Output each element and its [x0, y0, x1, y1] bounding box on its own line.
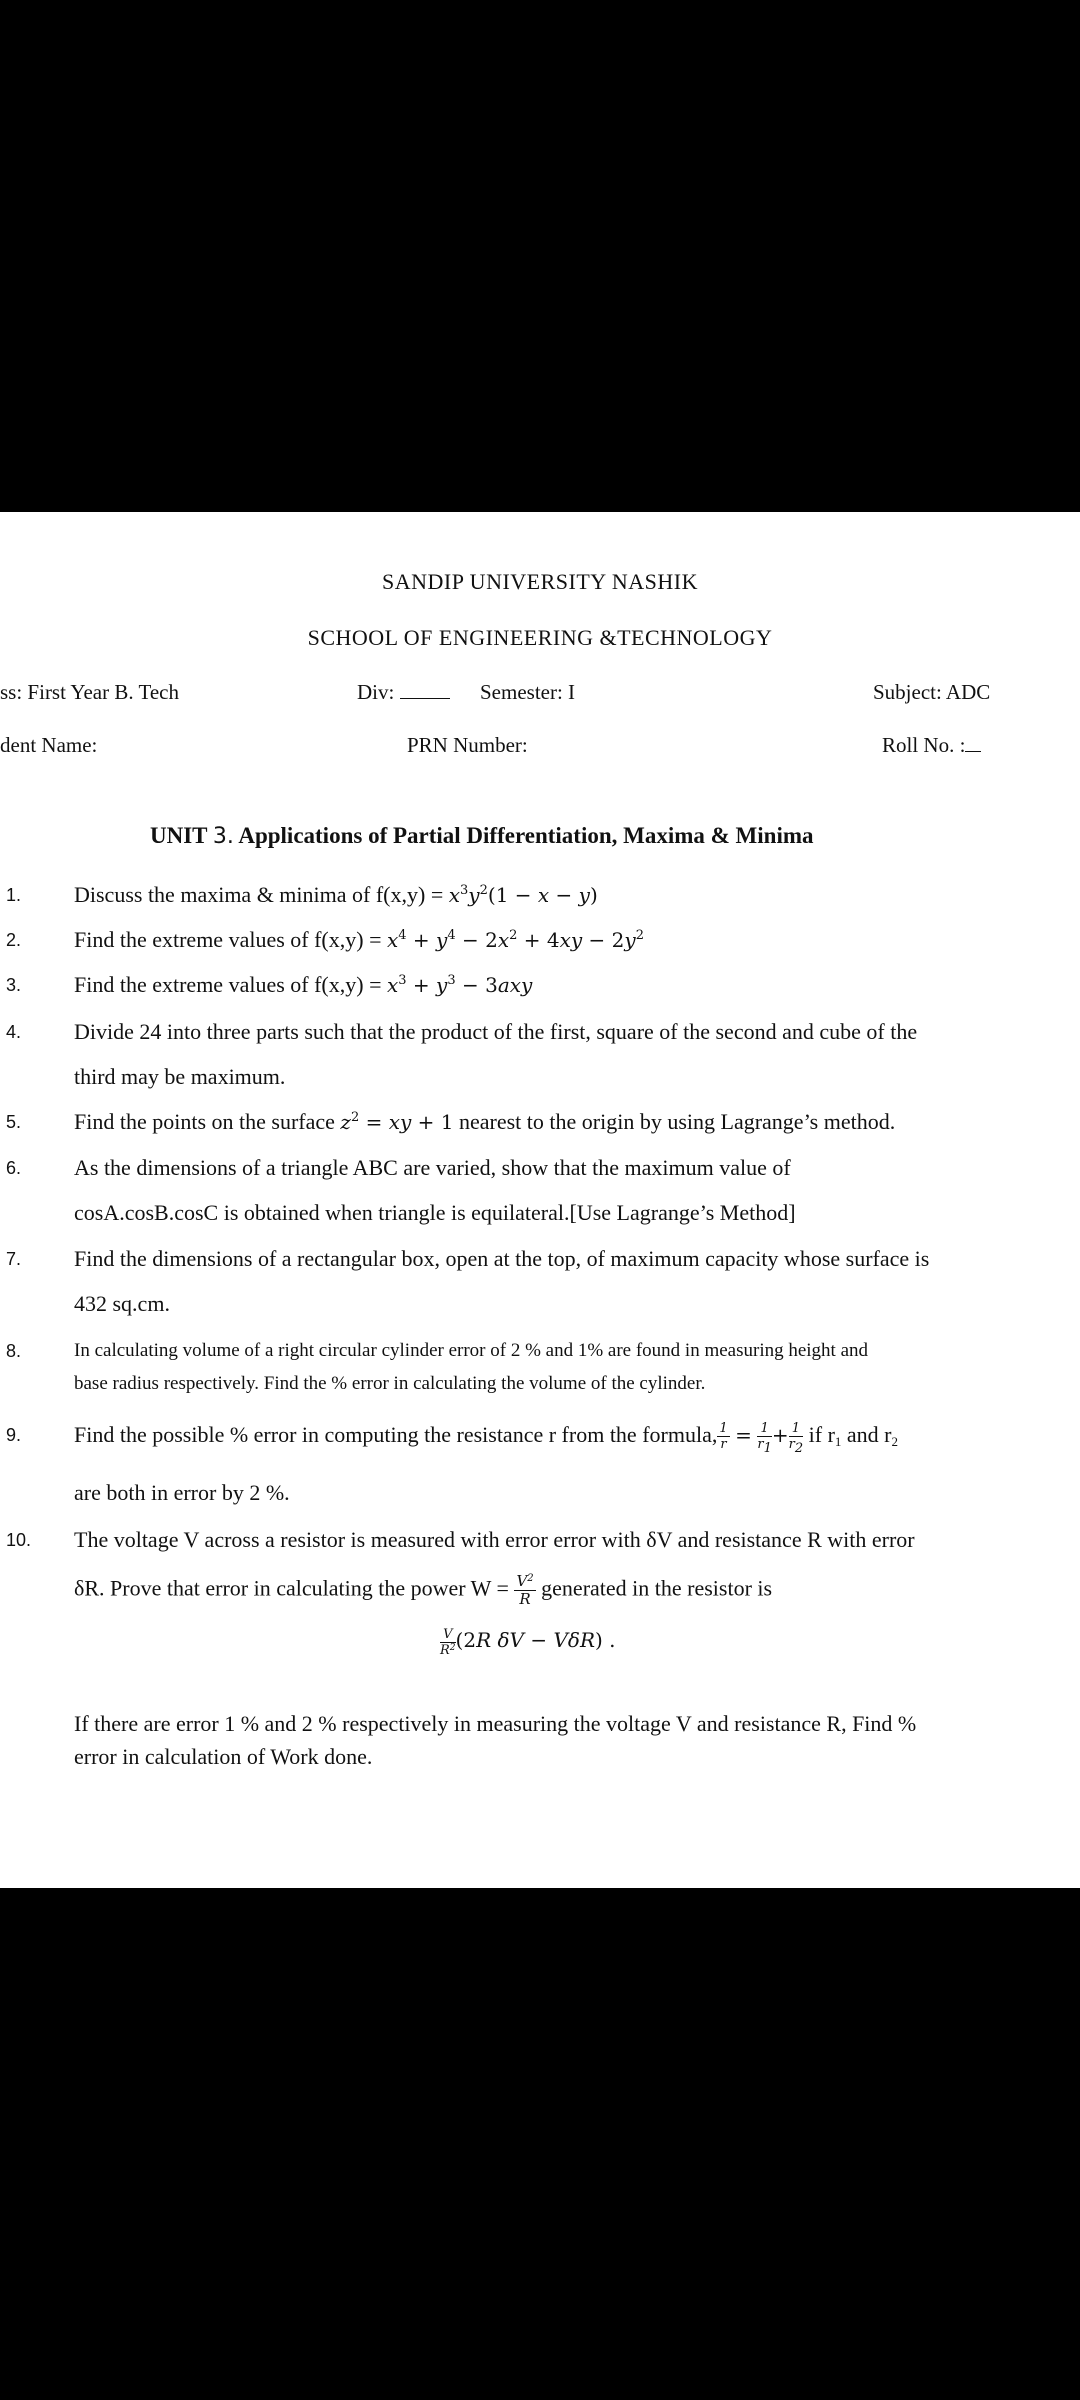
- student-name-label: dent Name:: [0, 733, 98, 757]
- question-10-line-2: [74, 1574, 772, 1607]
- fraction-one-over-r2: $\frac{1}{r_2}$: [788, 1421, 804, 1457]
- question-number: 1.: [6, 885, 22, 905]
- equals-sign: =: [735, 1423, 752, 1447]
- fraction-v-over-r-squared: $\frac{V}{R^2}$: [440, 1627, 456, 1658]
- error-formula: [440, 1628, 616, 1657]
- question-text: Find the points on the surface: [74, 1109, 341, 1134]
- university-title: SANDIP UNIVERSITY NASHIK: [382, 569, 698, 594]
- subject-label: Subject: ADC: [873, 680, 991, 704]
- fraction-one-over-r1: $\frac{1}{r_1}$: [757, 1421, 772, 1457]
- question-text: and r: [841, 1422, 892, 1447]
- roll-number-label: Roll No. :: [882, 733, 966, 757]
- roll-number-blank: [965, 751, 981, 752]
- math-expression: $x^3y^2(1 - x - y)$: [448, 883, 598, 907]
- math-expression: $x^4 + y^4 - 2x^2 + 4xy - 2y^2$: [386, 928, 644, 952]
- question-text: δR. Prove that error in calculating the power W =: [74, 1575, 515, 1601]
- unit-title: Applications of Partial Differentiation, Maxima & Minima: [238, 823, 814, 848]
- fraction-one-over-r: $\frac{1}{r}$: [719, 1421, 728, 1453]
- division-field: [357, 680, 450, 705]
- question-6-line-1: As the dimensions of a triangle ABC are varied, show that the maximum value of: [74, 1155, 791, 1180]
- question-4-line-1: Divide 24 into three parts such that the product of the first, square of the second and cube of the: [74, 1019, 918, 1044]
- question-5: [74, 1109, 895, 1135]
- prn-label: PRN Number:: [407, 733, 528, 757]
- question-text: generated in the resistor is: [535, 1575, 773, 1601]
- question-number: 3.: [6, 975, 22, 995]
- question-7-line-2: 432 sq.cm.: [74, 1291, 170, 1316]
- unit-number: 3.: [212, 824, 234, 849]
- bottom-black-region: [0, 1888, 1080, 2400]
- question-number: 6.: [6, 1158, 22, 1178]
- question-number: 10.: [6, 1530, 32, 1550]
- math-expression: $x^3 + y^3 - 3axy$: [386, 973, 533, 997]
- question-number: 7.: [6, 1249, 22, 1269]
- question-10-line-4: If there are error 1 % and 2 % respectively in measuring the voltage V and resistance R, Find %: [74, 1711, 917, 1736]
- question-sheet: [0, 512, 1080, 1888]
- division-label: Div:: [357, 680, 395, 704]
- division-blank: [400, 698, 450, 699]
- math-expression: (2R δV − VδR) .: [455, 1628, 616, 1653]
- roll-number-field: [882, 733, 981, 758]
- fraction-v-squared-over-r: $\frac{V^2}{R}$: [516, 1572, 534, 1608]
- semester-label: Semester: I: [480, 680, 576, 704]
- question-text: Find the extreme values of f(x,y) =: [74, 927, 387, 952]
- question-8-line-2: base radius respectively. Find the % error in calculating the volume of the cylinder.: [74, 1373, 706, 1394]
- plus-sign: +: [771, 1423, 789, 1447]
- question-4-line-2: third may be maximum.: [74, 1064, 286, 1089]
- question-10-line-5: error in calculation of Work done.: [74, 1744, 373, 1769]
- math-expression: $z^2$ = xy + 1: [340, 1110, 454, 1134]
- unit-heading: [150, 823, 814, 849]
- question-number: 8.: [6, 1341, 22, 1361]
- question-10-line-1: The voltage V across a resistor is measured with error error with δV and resistance R with error: [74, 1527, 915, 1552]
- question-1: [74, 882, 598, 908]
- question-number: 4.: [6, 1022, 22, 1042]
- question-text: nearest to the origin by using Lagrange’s method.: [453, 1109, 896, 1134]
- class-label: ss: First Year B. Tech: [0, 680, 179, 704]
- question-text: Discuss the maxima & minima of f(x,y) =: [74, 882, 449, 907]
- question-text: Find the possible % error in computing the resistance r from the formula,: [74, 1422, 718, 1447]
- question-8-line-1: In calculating volume of a right circular cylinder error of 2 % and 1% are found in measuring height and: [74, 1340, 869, 1361]
- question-number: 2.: [6, 930, 22, 950]
- question-6-line-2: cosA.cosB.cosC is obtained when triangle is equilateral.[Use Lagrange’s Method]: [74, 1200, 796, 1225]
- question-2: [74, 927, 644, 953]
- question-3: [74, 972, 532, 998]
- question-9-line-2: are both in error by 2 %.: [74, 1480, 290, 1505]
- unit-prefix: UNIT: [150, 823, 208, 848]
- question-number: 9.: [6, 1425, 22, 1445]
- question-number: 5.: [6, 1112, 22, 1132]
- top-black-region: [0, 0, 1080, 512]
- question-text: if r: [808, 1422, 835, 1447]
- question-7-line-1: Find the dimensions of a rectangular box, open at the top, of maximum capacity whose surface is: [74, 1246, 930, 1271]
- question-text: Find the extreme values of f(x,y) =: [74, 972, 387, 997]
- school-title: SCHOOL OF ENGINEERING &TECHNOLOGY: [307, 625, 773, 650]
- question-9: Find the possible % error in computing the resistance r from the formula, $\frac{1}{r}$ = $\frac{1}{r_1}$ + $\frac{1}{r_2}$ if $r_1$ and $r_2$: [74, 1421, 899, 1457]
